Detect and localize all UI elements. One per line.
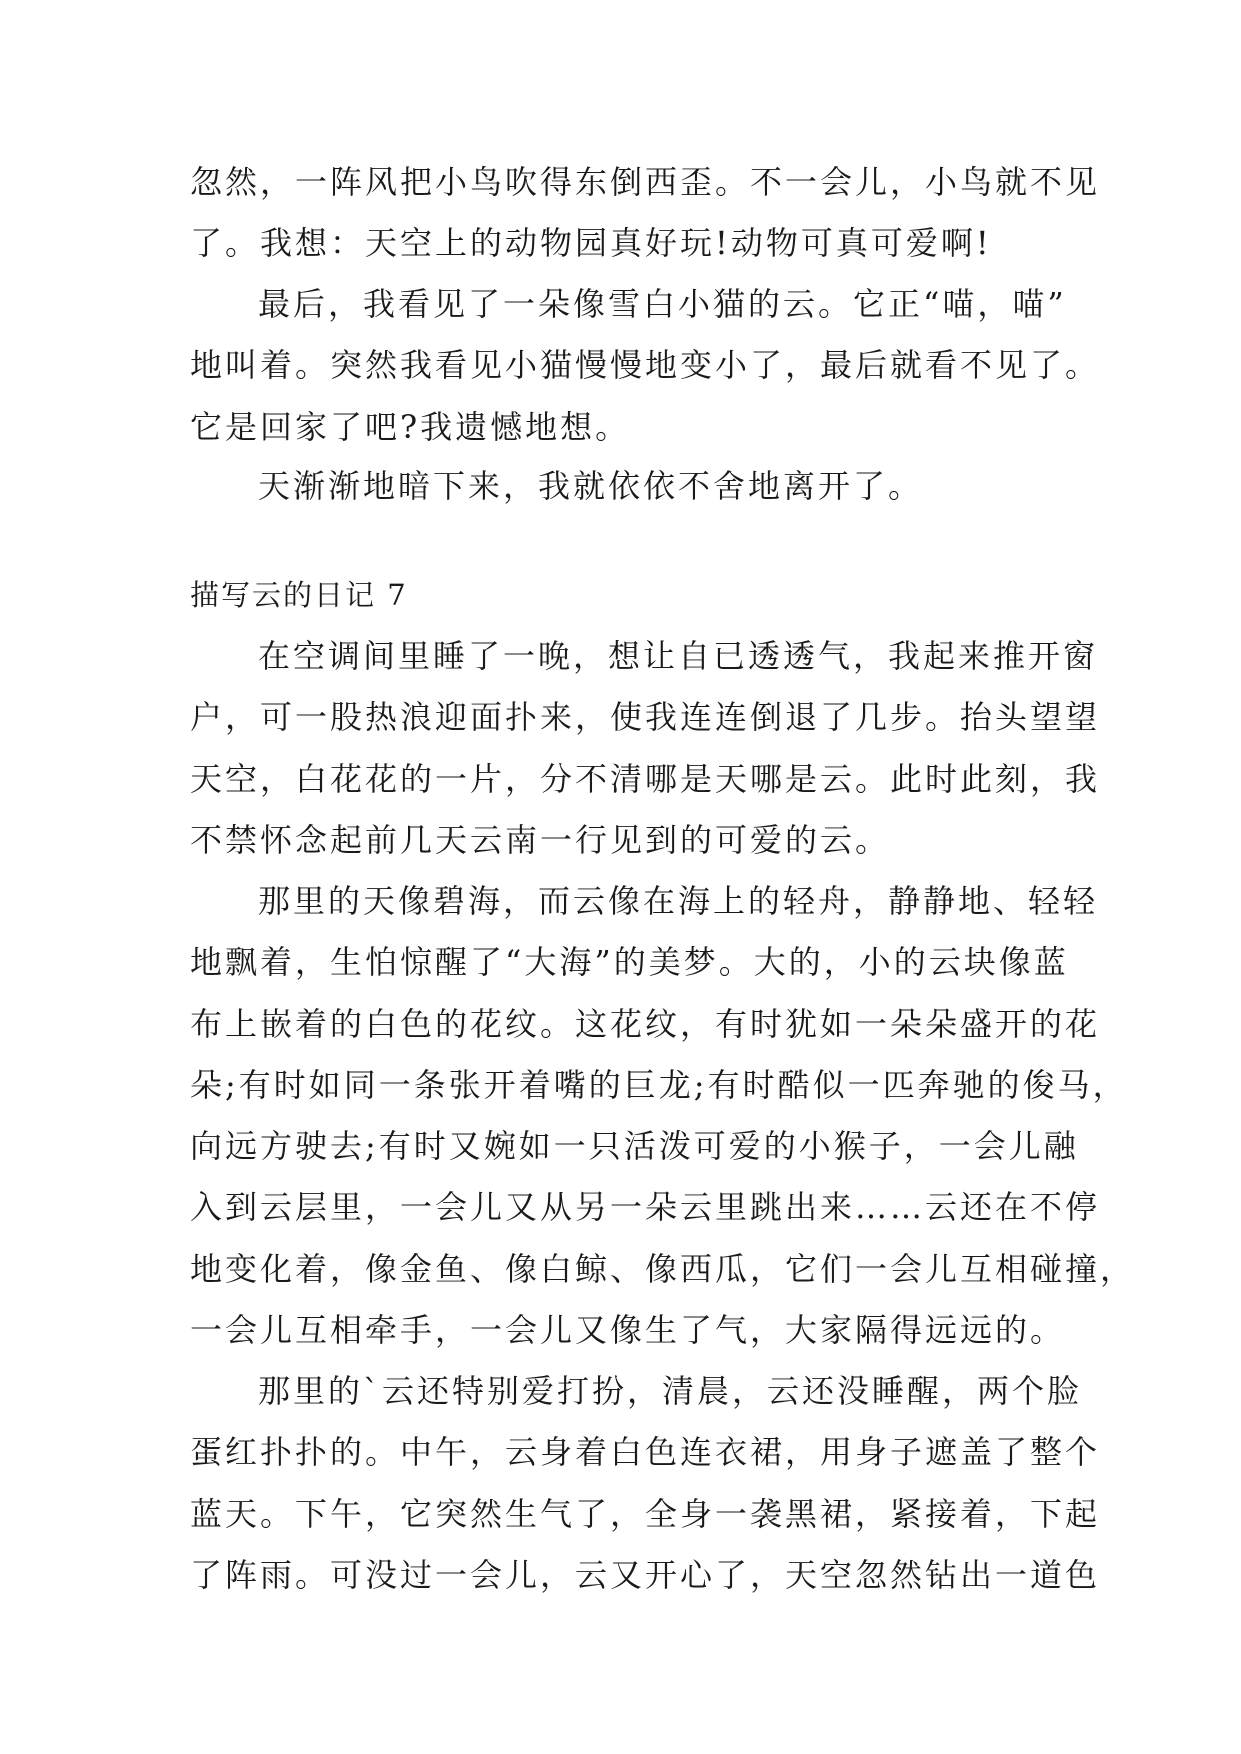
section-title: 描写云的日记 7 (190, 578, 408, 612)
paragraph-line: 最后，我看见了一朵像雪白小猫的云。它正“喵，喵” (258, 285, 1067, 323)
paragraph-line: 那里的`云还特别爱打扮，清晨，云还没睡醒，两个脸 (258, 1372, 1083, 1410)
paragraph-line: 它是回家了吧?我遗憾地想。 (190, 407, 631, 446)
paragraph-window (190, 626, 1101, 871)
paragraph-line: 了阵雨。可没过一会儿，云又开心了，天空忽然钻出一道色 (190, 1555, 1101, 1594)
paragraph-continued (190, 152, 1101, 275)
paragraph-line: 入到云层里，一会儿又从另一朵云里跳出来……云还在不停 (190, 1188, 1101, 1227)
paragraph-line: 不禁怀念起前几天云南一行见到的可爱的云。 (190, 820, 891, 859)
paragraph-line: 一会儿互相牵手，一会儿又像生了气，大家隔得远远的。 (190, 1311, 1066, 1350)
section-title-block (190, 565, 1070, 626)
paragraph-line: 蛋红扑扑的。中午，云身着白色连衣裙，用身子遮盖了整个 (190, 1433, 1101, 1472)
paragraph-line: 忽然，一阵风把小鸟吹得东倒西歪。不一会儿，小鸟就不见 (190, 163, 1101, 201)
paragraph-dress (190, 1361, 1101, 1606)
paragraph-cat (190, 274, 1101, 458)
paragraph-line: 地变化着，像金鱼、像白鲸、像西瓜，它们一会儿互相碰撞， (190, 1249, 1136, 1288)
paragraph-line: 天空，白花花的一片，分不清哪是天哪是云。此时此刻，我 (190, 759, 1101, 798)
paragraph-evening (190, 456, 1070, 517)
paragraph-line: 了。我想：天空上的动物园真好玩!动物可真可爱啊! (190, 224, 992, 263)
paragraph-line: 那里的天像碧海，而云像在海上的轻舟，静静地、轻轻 (258, 882, 1099, 920)
paragraph-line: 朵;有时如同一条张开着嘴的巨龙;有时酷似一匹奔驰的俊马， (190, 1065, 1128, 1104)
paragraph-line: 蓝天。下午，它突然生气了，全身一袭黑裙，紧接着，下起 (190, 1494, 1101, 1533)
paragraph-line: 户，可一股热浪迎面扑来，使我连连倒退了几步。抬头望望 (190, 698, 1101, 737)
paragraph-line: 地飘着，生怕惊醒了“大海”的美梦。大的，小的云块像蓝 (190, 943, 1069, 982)
paragraph-line: 天渐渐地暗下来，我就依依不舍地离开了。 (258, 467, 924, 505)
paragraph-sea (190, 871, 1136, 1361)
paragraph-line: 在空调间里睡了一晚，想让自已透透气，我起来推开窗 (258, 637, 1099, 675)
paragraph-line: 布上嵌着的白色的花纹。这花纹，有时犹如一朵朵盛开的花 (190, 1004, 1101, 1043)
paragraph-line: 地叫着。突然我看见小猫慢慢地变小了，最后就看不见了。 (190, 346, 1101, 385)
paragraph-line: 向远方驶去;有时又婉如一只活泼可爱的小猴子，一会儿融 (190, 1127, 1079, 1166)
